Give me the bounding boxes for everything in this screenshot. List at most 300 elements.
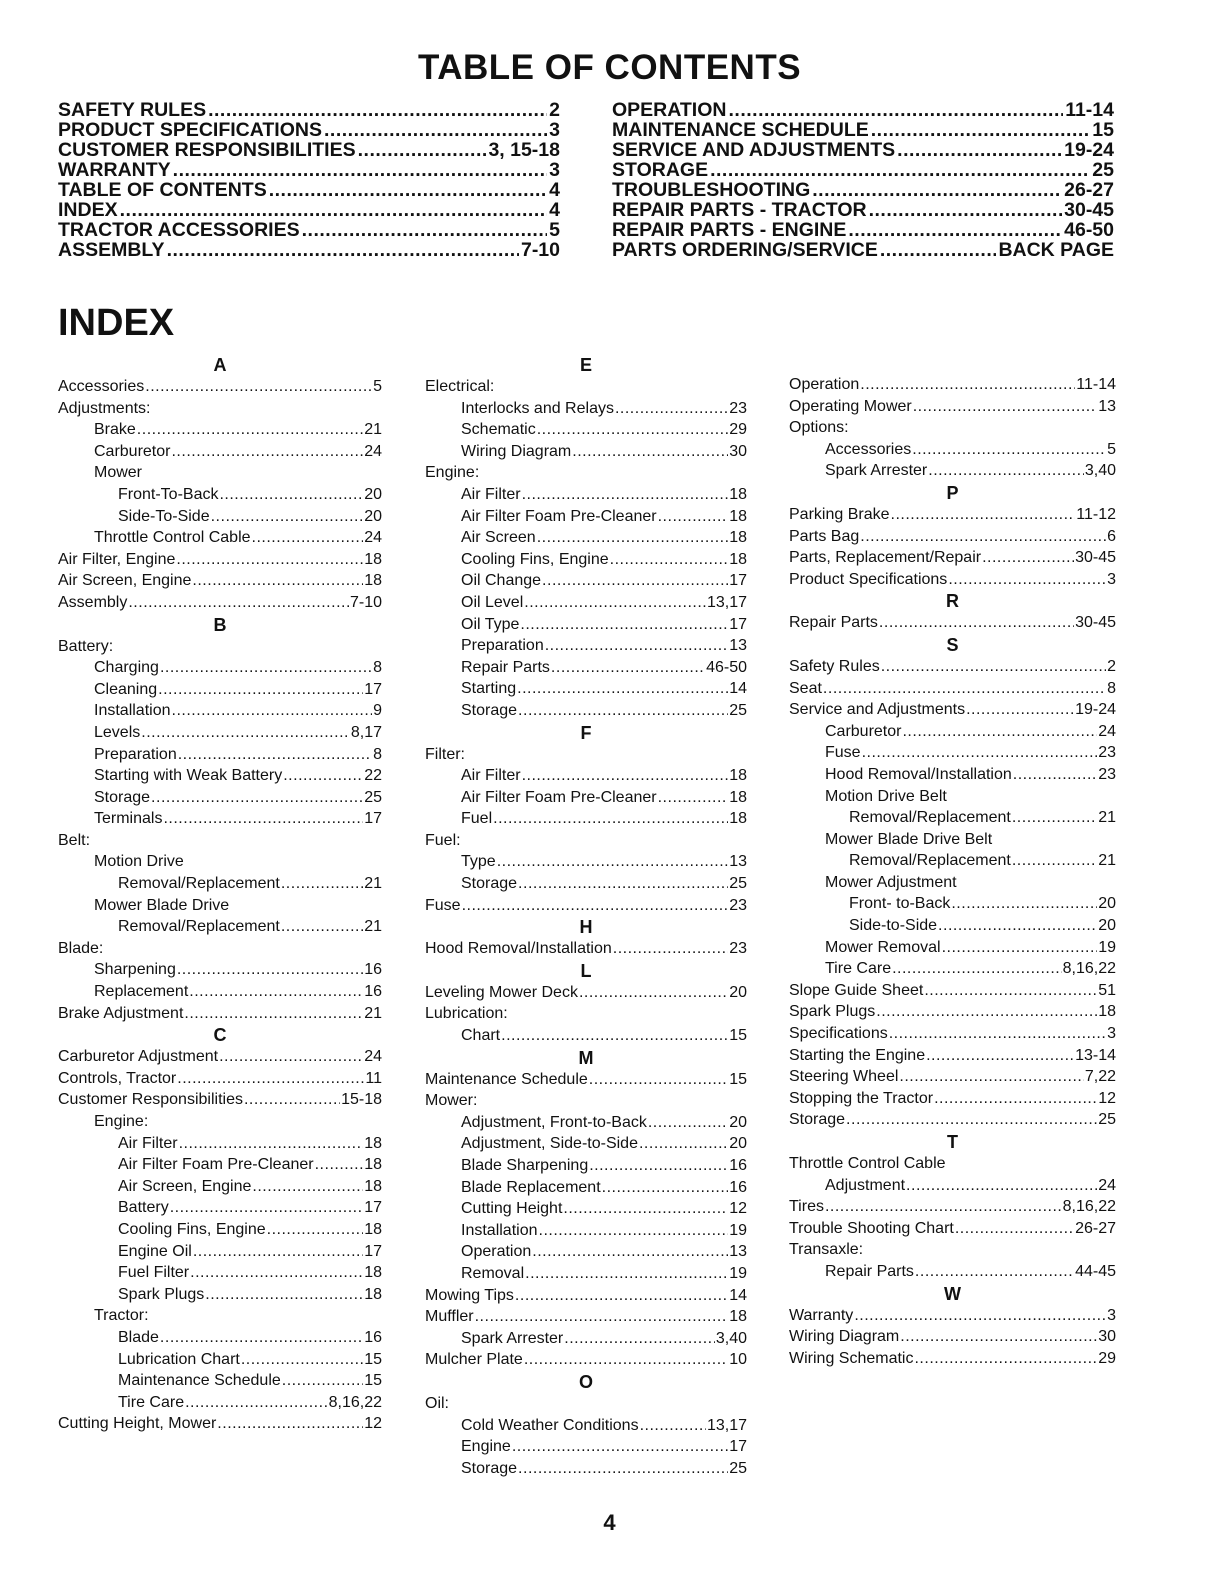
dot-leader	[193, 1241, 363, 1263]
index-entry	[789, 1305, 1116, 1327]
entry-label: Adjustment, Side-to-Side	[461, 1135, 638, 1153]
dot-leader	[137, 419, 363, 441]
entry-label: Mulcher Plate	[425, 1351, 523, 1369]
entry-page: 25	[729, 1459, 747, 1477]
entry-label: Hood Removal/Installation	[425, 940, 612, 958]
index-letter-heading: E	[579, 355, 592, 375]
entry-label: CUSTOMER RESPONSIBILITIES	[58, 139, 356, 161]
entry-page: 30	[729, 442, 747, 460]
entry-page: 24	[364, 442, 382, 460]
entry-page: 17	[729, 615, 747, 633]
entry-label: Operating Mower	[789, 397, 912, 415]
entry-label: Fuse	[825, 744, 861, 762]
entry-label: Cleaning	[94, 680, 158, 698]
index-entry	[425, 808, 747, 830]
toc-entry	[612, 100, 1114, 120]
toc-title: TABLE OF CONTENTS	[417, 48, 802, 87]
entry-label: Storage	[461, 1459, 518, 1477]
index-entry	[58, 1046, 382, 1068]
dot-leader	[217, 1413, 363, 1435]
index-entry	[425, 592, 747, 614]
index-entry	[425, 678, 747, 700]
dot-leader	[241, 1349, 363, 1371]
entry-page: 13	[1098, 397, 1116, 415]
index-entry	[425, 1177, 747, 1199]
dot-leader	[167, 240, 519, 260]
index-entry	[425, 1198, 747, 1220]
entry-label: Charging	[94, 659, 159, 677]
index-letter-heading: M	[578, 1047, 594, 1068]
dot-leader	[942, 937, 1098, 959]
dot-leader	[128, 592, 349, 614]
entry-label: Battery	[118, 1199, 169, 1217]
dot-leader	[900, 1326, 1097, 1348]
index-entry	[425, 1393, 747, 1415]
entry-page: 3	[1107, 1306, 1116, 1324]
entry-label: Engine	[461, 1438, 511, 1456]
entry-page: 8,16,22	[328, 1393, 382, 1411]
index-entry	[425, 700, 747, 722]
index-column-3	[789, 374, 1116, 1369]
entry-page: 19	[729, 1221, 747, 1239]
dot-leader	[913, 396, 1097, 418]
dot-leader	[848, 220, 1062, 240]
entry-label: Motion Drive	[94, 853, 184, 871]
entry-page: 21	[364, 918, 382, 936]
dot-leader	[579, 982, 728, 1004]
index-letter-heading: C	[213, 1025, 227, 1046]
entry-label: Maintenance Schedule	[425, 1070, 588, 1088]
entry-label: Repair Parts	[825, 1262, 914, 1280]
dot-leader	[173, 160, 547, 180]
dot-leader	[710, 160, 1090, 180]
dot-leader	[658, 787, 729, 809]
index-entry	[425, 1003, 747, 1025]
entry-page: 12	[729, 1200, 747, 1218]
entry-label: Wiring Diagram	[789, 1328, 900, 1346]
entry-label: Air Screen, Engine	[118, 1177, 252, 1195]
page-number: 4	[603, 1510, 616, 1535]
entry-page: 15	[364, 1350, 382, 1368]
entry-label: Safety Rules	[789, 657, 880, 675]
entry-label: Adjustments:	[58, 399, 151, 417]
entry-page: 13,17	[706, 1416, 747, 1434]
dot-leader	[302, 220, 548, 240]
dot-leader	[518, 1458, 728, 1480]
entry-label: Levels	[94, 723, 141, 741]
entry-page: 17	[364, 680, 382, 698]
entry-page: 22	[364, 767, 382, 785]
entry-label: Adjustment	[825, 1176, 906, 1194]
dot-leader	[854, 1305, 1106, 1327]
dot-leader	[189, 981, 363, 1003]
index-entry	[58, 981, 382, 1003]
entry-label: Seat	[789, 679, 822, 697]
entry-page: 21	[364, 421, 382, 439]
dot-leader	[860, 374, 1075, 396]
index-letter-heading: W	[944, 1283, 961, 1304]
toc-entry	[58, 200, 560, 220]
toc-entry	[612, 140, 1114, 160]
index-entry	[58, 1219, 382, 1241]
index-entry	[58, 1154, 382, 1176]
entry-page: 30	[1098, 1328, 1116, 1346]
entry-label: Cooling Fins, Engine	[461, 550, 609, 568]
entry-label: Air Screen, Engine	[58, 572, 192, 590]
dot-leader	[281, 873, 363, 895]
entry-label: Preparation	[94, 745, 177, 763]
entry-label: Carburetor	[825, 722, 902, 740]
dot-leader	[951, 893, 1097, 915]
entry-page: 18	[364, 1156, 382, 1174]
index-entry	[425, 1436, 747, 1458]
dot-leader	[610, 549, 729, 571]
entry-label: Lubrication:	[425, 1005, 508, 1023]
entry-label: TRACTOR ACCESSORIES	[58, 219, 300, 241]
entry-label: Air Filter	[461, 767, 521, 785]
index-entry	[425, 527, 747, 549]
dot-leader	[906, 1175, 1097, 1197]
entry-page: 8	[373, 659, 382, 677]
dot-leader	[324, 120, 547, 140]
dot-leader	[525, 1263, 728, 1285]
dot-leader	[860, 526, 1106, 548]
entry-page: 8	[373, 745, 382, 763]
dot-leader	[145, 376, 372, 398]
entry-page: 51	[1098, 981, 1116, 999]
index-entry	[425, 1090, 747, 1112]
index-entry	[425, 462, 747, 484]
entry-page: 23	[1098, 765, 1116, 783]
dot-leader	[876, 1001, 1097, 1023]
entry-label: ASSEMBLY	[58, 239, 165, 261]
entry-page: 20	[364, 485, 382, 503]
entry-page: 25	[729, 701, 747, 719]
index-entry	[58, 636, 382, 658]
entry-label: Front- to-Back	[849, 895, 951, 913]
index-entry	[58, 1284, 382, 1306]
dot-leader	[648, 1112, 728, 1134]
entry-page: 25	[729, 875, 747, 893]
entry-page: 17	[729, 1438, 747, 1456]
entry-label: Cutting Height, Mower	[58, 1415, 217, 1433]
entry-page: 20	[729, 983, 747, 1001]
entry-label: Chart	[461, 1027, 501, 1045]
entry-label: Oil Level	[461, 593, 524, 611]
entry-label: SAFETY RULES	[58, 99, 207, 121]
entry-label: STORAGE	[612, 159, 709, 181]
dot-leader	[1012, 850, 1097, 872]
entry-label: Muffler	[425, 1308, 474, 1326]
dot-leader	[177, 1068, 364, 1090]
index-entry	[58, 441, 382, 463]
toc-entry	[58, 140, 560, 160]
entry-page: 3	[1107, 570, 1116, 588]
entry-page: 15	[1092, 119, 1114, 141]
dot-leader	[928, 460, 1084, 482]
index-entry	[789, 439, 1116, 461]
index-entry	[425, 419, 747, 441]
entry-page: 46-50	[1064, 219, 1114, 241]
entry-label: Blade Replacement	[461, 1178, 601, 1196]
entry-label: Lubrication Chart	[118, 1350, 240, 1368]
index-entry	[58, 873, 382, 895]
entry-page: 20	[729, 1135, 747, 1153]
index-entry	[425, 635, 747, 657]
entry-label: Storage	[461, 875, 518, 893]
index-entry	[789, 656, 1116, 678]
index-letter-heading: F	[580, 722, 592, 743]
entry-page: 15	[729, 1070, 747, 1088]
index-entry	[789, 1023, 1116, 1045]
index-entry	[425, 851, 747, 873]
index-entry	[58, 1262, 382, 1284]
index-entry	[789, 374, 1116, 396]
dot-leader	[899, 1066, 1083, 1088]
dot-leader	[1012, 807, 1097, 829]
dot-leader	[184, 1003, 363, 1025]
dot-leader	[728, 100, 1063, 120]
entry-label: Parking Brake	[789, 505, 890, 523]
dot-leader	[518, 873, 728, 895]
index-entry	[425, 376, 747, 398]
index-entry	[58, 1089, 382, 1111]
dot-leader	[615, 398, 728, 420]
entry-label: Sharpening	[94, 961, 176, 979]
entry-page: BACK PAGE	[998, 239, 1114, 261]
index-entry	[58, 506, 382, 528]
dot-leader	[515, 1285, 728, 1307]
index-entry	[58, 916, 382, 938]
entry-label: Parts Bag	[789, 527, 860, 545]
index-entry	[58, 1133, 382, 1155]
entry-label: Blade Sharpening	[461, 1157, 589, 1174]
dot-leader	[269, 180, 547, 200]
entry-label: Cooling Fins, Engine	[118, 1220, 266, 1238]
entry-page: 18	[364, 1134, 382, 1152]
dot-leader	[283, 765, 363, 787]
toc-entry	[612, 120, 1114, 140]
index-entry	[789, 1218, 1116, 1240]
index-entry	[789, 1045, 1116, 1067]
index-entry	[425, 787, 747, 809]
entry-page: 14	[729, 1286, 747, 1304]
entry-label: Mower	[94, 464, 143, 482]
index-entry	[58, 1349, 382, 1371]
dot-leader	[881, 656, 1106, 678]
index-entry	[789, 526, 1116, 548]
index-entry	[58, 851, 382, 873]
index-entry	[789, 721, 1116, 743]
dot-leader	[172, 700, 373, 722]
dot-leader	[281, 916, 363, 938]
dot-leader	[572, 441, 728, 463]
entry-page: 18	[729, 810, 747, 828]
index-letter-heading: S	[946, 634, 959, 655]
entry-label: Carburetor Adjustment	[58, 1048, 219, 1066]
entry-label: Repair Parts	[461, 658, 550, 676]
entry-label: Spark Arrester	[825, 462, 928, 480]
toc-entry	[612, 240, 1114, 260]
toc-entry	[612, 200, 1114, 220]
entry-label: Specifications	[789, 1025, 888, 1043]
dot-leader	[891, 504, 1076, 526]
index-entry	[789, 872, 1116, 894]
dot-leader	[171, 441, 363, 463]
entry-page: 4	[549, 179, 560, 201]
index-entry	[58, 419, 382, 441]
index-entry	[58, 1305, 382, 1327]
toc-left-column	[58, 100, 560, 260]
dot-leader	[158, 679, 363, 701]
index-entry	[789, 1175, 1116, 1197]
index-entry	[58, 1241, 382, 1263]
entry-label: Side-to-Side	[849, 917, 938, 935]
entry-label: Steering Wheel	[789, 1068, 899, 1086]
entry-label: Motion Drive Belt	[825, 787, 947, 805]
dot-leader	[518, 700, 728, 722]
dot-leader	[537, 419, 729, 441]
index-entry	[789, 1348, 1116, 1370]
dot-leader	[589, 1069, 728, 1091]
entry-label: Operation	[461, 1243, 532, 1261]
dot-leader	[163, 808, 363, 830]
toc-entry	[58, 180, 560, 200]
index-entry	[58, 830, 382, 852]
dot-leader	[658, 506, 729, 528]
index-entry	[58, 657, 382, 679]
index-entry	[425, 1112, 747, 1134]
index-entry	[789, 1001, 1116, 1023]
toc-entry	[612, 180, 1114, 200]
index-entry	[425, 1133, 747, 1155]
index-entry	[425, 657, 747, 679]
dot-leader	[902, 721, 1097, 743]
index-letter-heading: R	[946, 591, 959, 612]
entry-label: Fuel:	[425, 831, 461, 849]
entry-page: 2	[549, 99, 560, 121]
entry-page: 18	[364, 1177, 382, 1195]
entry-page: 13	[729, 1243, 747, 1261]
entry-page: 30-45	[1064, 199, 1114, 221]
dot-leader	[551, 657, 705, 679]
entry-page: 3,40	[1084, 462, 1116, 480]
dot-leader	[179, 1133, 364, 1155]
index-entry	[789, 1326, 1116, 1348]
index-entry	[58, 462, 382, 484]
index-entry	[789, 1153, 1116, 1175]
dot-leader	[539, 1220, 729, 1242]
index-entry	[789, 460, 1116, 482]
index-entry	[58, 1327, 382, 1349]
index-entry	[425, 1458, 747, 1480]
index-entry	[789, 1109, 1116, 1131]
index-entry	[425, 1328, 747, 1350]
dot-leader	[520, 614, 728, 636]
entry-label: Hood Removal/Installation	[825, 765, 1012, 783]
entry-label: Schematic	[461, 421, 536, 439]
entry-page: 18	[1098, 1003, 1116, 1021]
index-entry	[789, 504, 1116, 526]
entry-page: 18	[729, 767, 747, 785]
entry-page: 4	[549, 199, 560, 221]
entry-page: 3	[549, 159, 560, 181]
entry-label: Storage	[789, 1111, 846, 1129]
index-letter-heading: H	[579, 917, 593, 938]
entry-page: 8,16,22	[1062, 1198, 1116, 1216]
dot-leader	[1013, 764, 1097, 786]
dot-leader	[948, 569, 1106, 591]
dot-leader	[501, 1025, 728, 1047]
index-entry	[58, 700, 382, 722]
entry-label: Operation	[789, 376, 860, 393]
entry-page: 18	[729, 788, 747, 806]
entry-page: 18	[364, 1285, 382, 1303]
entry-page: 18	[364, 1220, 382, 1238]
index-title: INDEX	[58, 302, 175, 344]
index-entry	[58, 938, 382, 960]
index-entry	[789, 612, 1116, 634]
entry-label: Removal/Replacement	[849, 852, 1011, 870]
index-entry	[58, 1068, 382, 1090]
dot-leader	[524, 1349, 728, 1371]
index-entry	[425, 570, 747, 592]
entry-label: Storage	[94, 788, 151, 806]
entry-label: Warranty	[789, 1306, 854, 1324]
index-entry	[58, 1176, 382, 1198]
dot-leader	[205, 1284, 363, 1306]
entry-label: Mower Removal	[825, 938, 941, 956]
entry-label: OPERATION	[612, 99, 727, 121]
dot-leader	[880, 240, 997, 260]
dot-leader	[879, 612, 1074, 634]
entry-page: 20	[729, 1113, 747, 1131]
index-entry	[425, 765, 747, 787]
index-entry	[58, 1003, 382, 1025]
entry-page: 18	[364, 1264, 382, 1282]
dot-leader	[170, 1197, 364, 1219]
index-entry	[425, 1025, 747, 1047]
index-entry	[425, 484, 747, 506]
entry-label: Air Filter Foam Pre-Cleaner	[461, 507, 657, 525]
index-entry	[58, 787, 382, 809]
entry-label: Parts, Replacement/Repair	[789, 549, 982, 567]
entry-page: 18	[364, 572, 382, 590]
entry-page: 30-45	[1075, 614, 1116, 632]
entry-page: 5	[549, 219, 560, 241]
entry-label: REPAIR PARTS - ENGINE	[612, 219, 847, 241]
dot-leader	[966, 699, 1074, 721]
entry-page: 16	[729, 1178, 747, 1196]
entry-page: 13	[729, 853, 747, 871]
entry-label: Fuel Filter	[118, 1264, 190, 1282]
dot-leader	[522, 765, 729, 787]
entry-label: TROUBLESHOOTING	[612, 179, 811, 201]
entry-page: 19-24	[1075, 701, 1116, 719]
toc-right-column	[612, 100, 1114, 260]
entry-page: 11-12	[1076, 505, 1116, 523]
entry-page: 6	[1107, 527, 1116, 545]
index-entry	[425, 1220, 747, 1242]
dot-leader	[160, 1327, 363, 1349]
dot-leader	[252, 1176, 363, 1198]
entry-page: 16	[364, 961, 382, 979]
dot-leader	[897, 140, 1062, 160]
index-entry	[789, 569, 1116, 591]
entry-label: Controls, Tractor	[58, 1069, 177, 1087]
index-entry	[789, 850, 1116, 872]
dot-leader	[982, 547, 1074, 569]
